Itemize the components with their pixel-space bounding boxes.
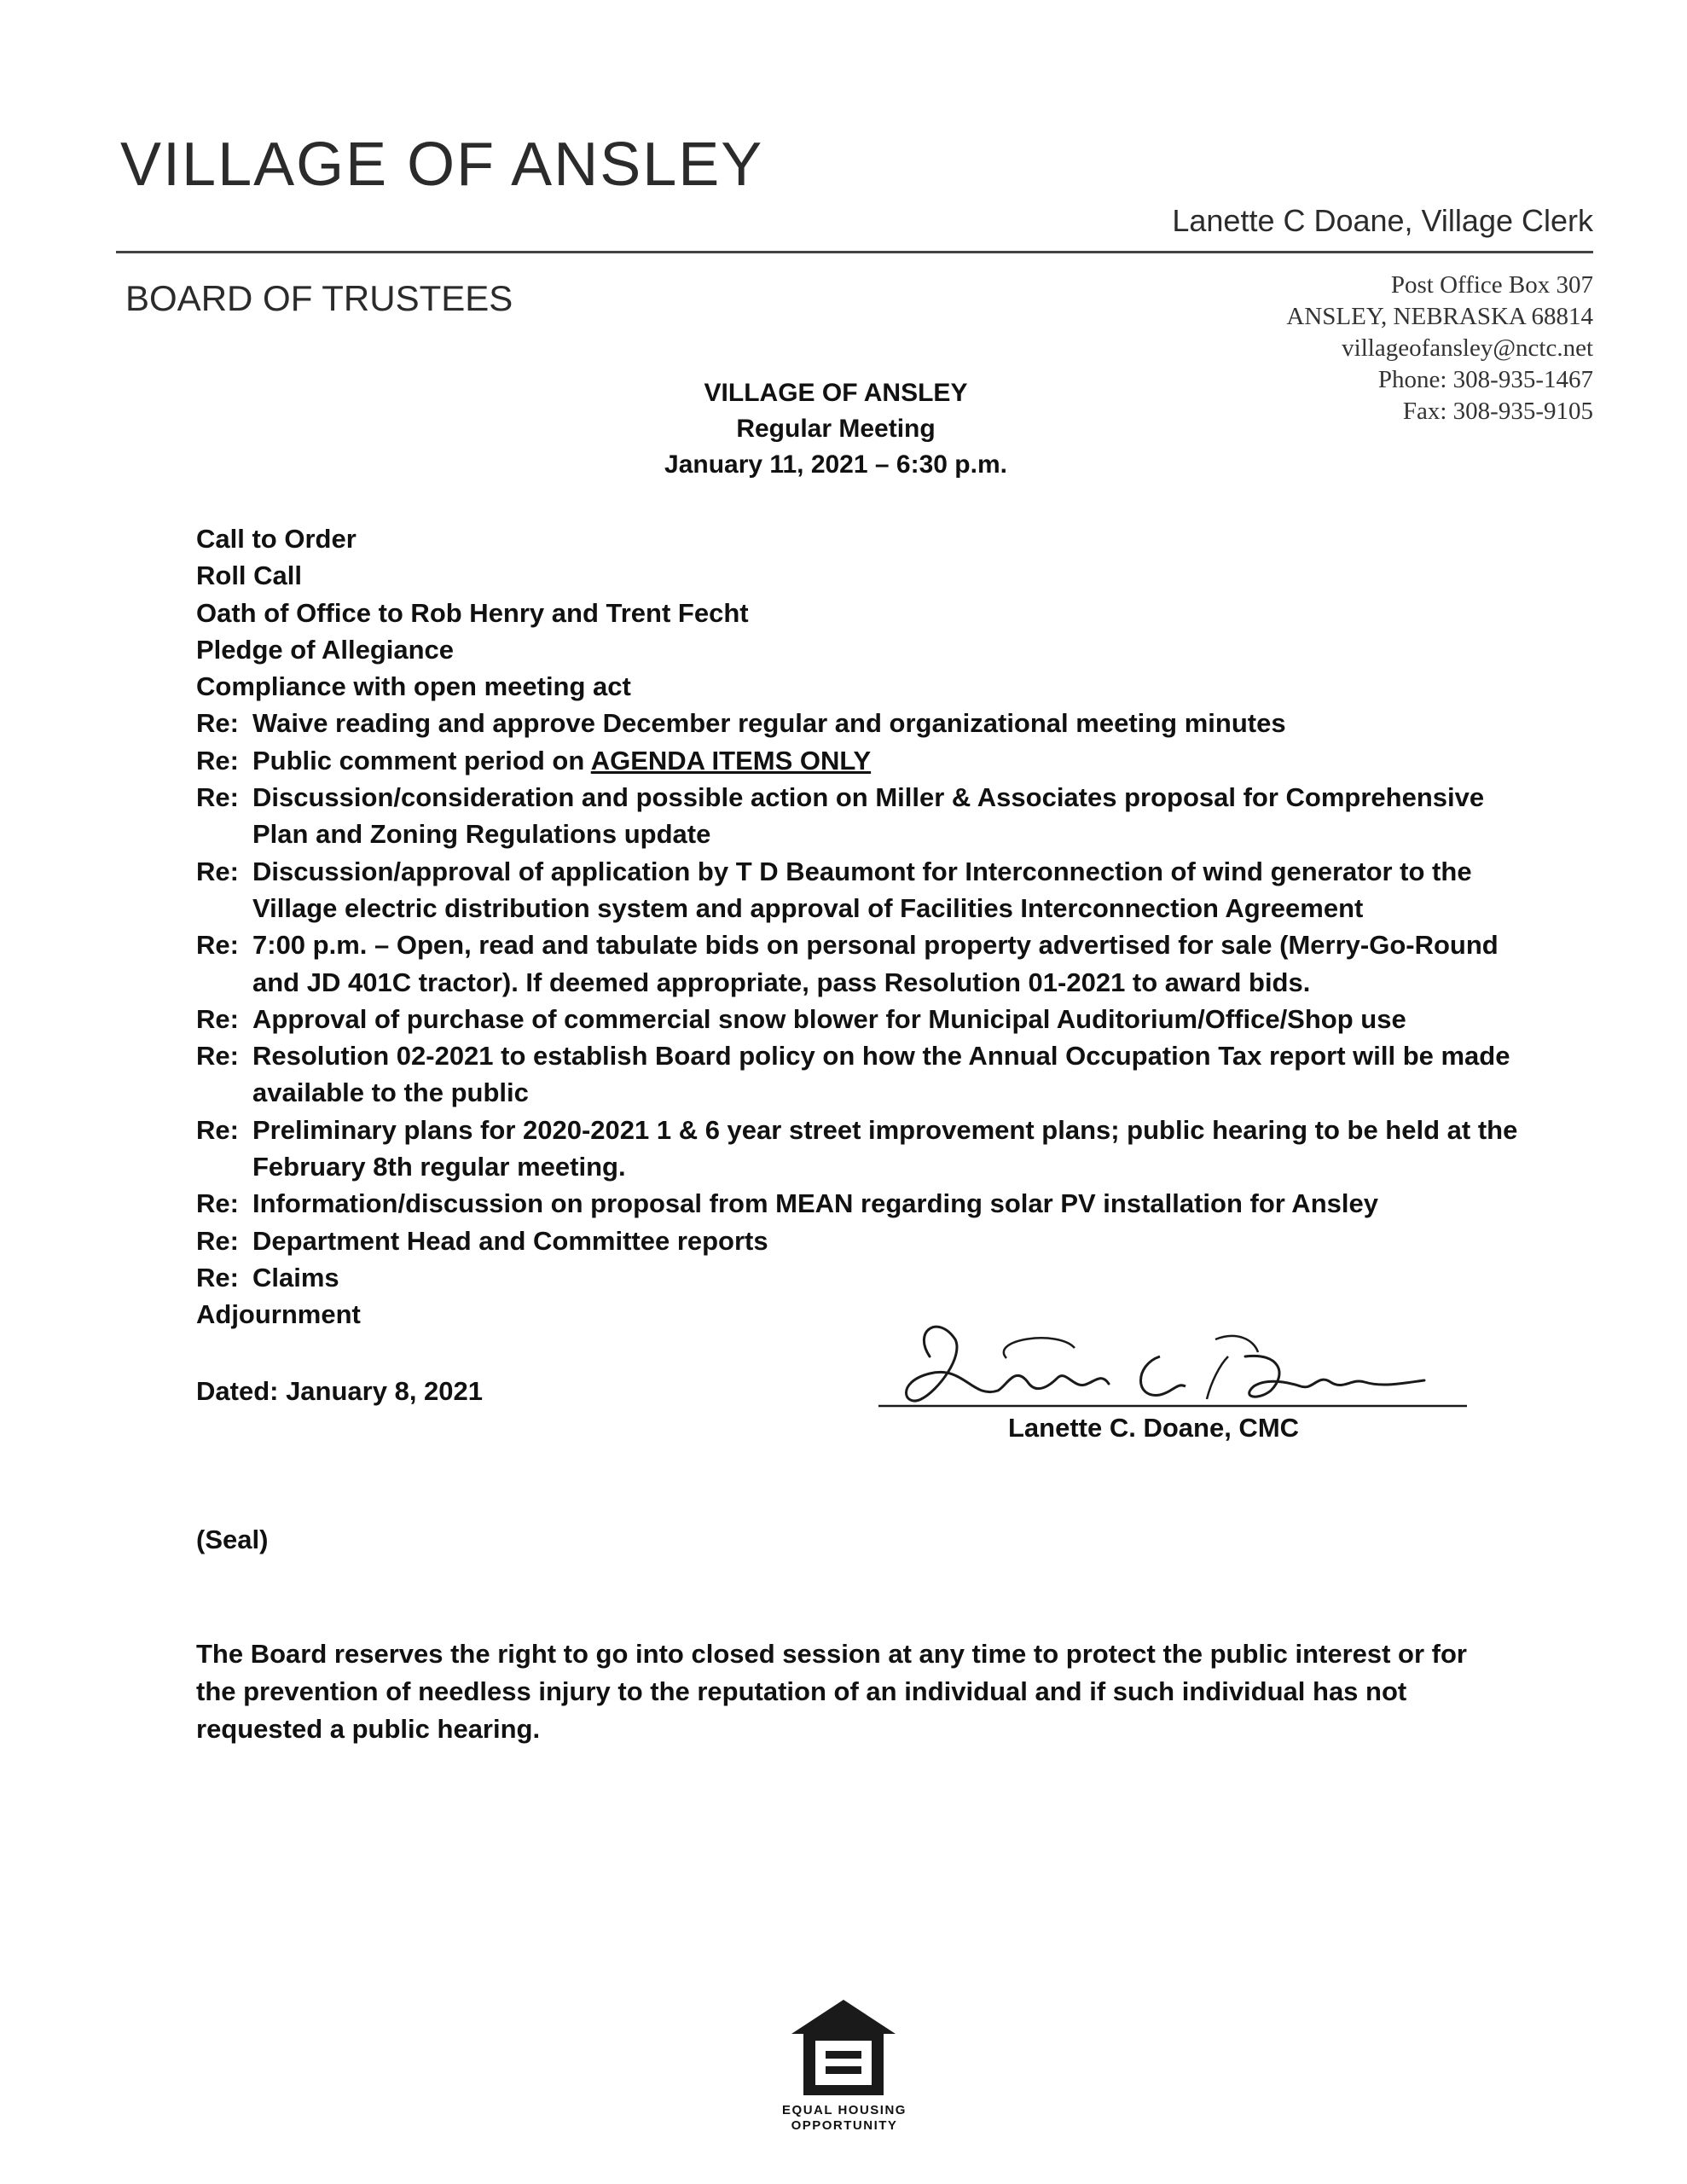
agenda-item [196, 557, 1527, 594]
agenda-text: 7:00 p.m. – Open, read and tabulate bids on personal property advertised for sale (Merry-Go-Round and JD 401C tractor). If deemed appropriate, pass Resolution 01-2021 to award bids. [252, 930, 1499, 997]
dated-line: Dated: January 8, 2021 [196, 1376, 484, 1406]
agenda-text: Resolution 02-2021 to establish Board policy on how the Annual Occupation Tax report will be made available to the public [252, 1041, 1510, 1108]
header-divider [116, 251, 1593, 253]
agenda-text: Discussion/consideration and possible action on Miller & Associates proposal for Comprehensive Plan and Zoning Regulations update [252, 782, 1485, 850]
re-prefix: Re: [196, 930, 239, 961]
agenda-text: Oath of Office to Rob Henry and Trent Fecht [196, 597, 749, 628]
eho-line-2: OPPORTUNITY [791, 2118, 898, 2133]
meeting-type: Regular Meeting [736, 415, 936, 443]
agenda-text: Discussion/approval of application by T D Beaumont for Interconnection of wind generator to the Village electric distribution system and approval of Facilities Interconnection Agreement [252, 856, 1472, 923]
re-prefix: Re: [196, 856, 239, 886]
agenda-item [196, 1112, 1527, 1186]
agenda-item [196, 926, 1527, 1001]
agenda-text-lead: Public comment period on [252, 745, 591, 775]
agenda-text: Waive reading and approve December regular and organizational meeting minutes [252, 708, 1286, 739]
re-prefix: Re: [196, 1225, 239, 1256]
city-state-zip: ANSLEY, NEBRASKA 68814 [1286, 303, 1593, 330]
signer-name: Lanette C. Doane, CMC [1008, 1413, 1300, 1443]
agenda-item [196, 668, 1527, 705]
address-block [1286, 270, 1593, 427]
re-prefix: Re: [196, 708, 239, 739]
agenda-item [196, 595, 1527, 631]
agenda-item [196, 742, 1527, 779]
seal-label: (Seal) [196, 1525, 269, 1554]
agenda-item [196, 1037, 1527, 1112]
village-clerk-name: Lanette C Doane, Village Clerk [1172, 203, 1593, 238]
meeting-title: VILLAGE OF ANSLEY [704, 379, 968, 407]
eho-line-1: EQUAL HOUSING [782, 2103, 907, 2117]
board-of-trustees-label: BOARD OF TRUSTEES [125, 278, 513, 318]
re-prefix: Re: [196, 745, 239, 775]
agenda-text: Department Head and Committee reports [252, 1225, 768, 1256]
re-prefix: Re: [196, 782, 239, 813]
agenda-item [196, 1001, 1527, 1037]
re-prefix: Re: [196, 1003, 239, 1034]
agenda-text [252, 742, 871, 779]
agenda-text: Claims [252, 1262, 339, 1292]
agenda-list [196, 520, 1527, 1333]
agenda-text: Roll Call [196, 561, 303, 591]
re-prefix: Re: [196, 1114, 239, 1145]
re-prefix: Re: [196, 1188, 239, 1219]
agenda-text: Call to Order [196, 524, 357, 554]
equal-housing-text [768, 2103, 921, 2134]
agenda-item [196, 1259, 1527, 1296]
village-title: VILLAGE OF ANSLEY [120, 131, 764, 199]
agenda-text: Information/discussion on proposal from MEAN regarding solar PV installation for Ansley [252, 1188, 1378, 1219]
meeting-date-time: January 11, 2021 – 6:30 p.m. [664, 450, 1007, 479]
agenda-text: Preliminary plans for 2020-2021 1 & 6 year street improvement plans; public hearing to be held at the February 8th regular meeting. [252, 1114, 1518, 1182]
agenda-item [196, 853, 1527, 927]
fax-number: Fax: 308-935-9105 [1402, 398, 1593, 425]
equal-housing-opportunity-icon [788, 1996, 899, 2099]
email-address: villageofansley@nctc.net [1342, 334, 1593, 362]
po-box: Post Office Box 307 [1390, 271, 1593, 299]
agenda-text: Compliance with open meeting act [196, 671, 631, 702]
meeting-heading [597, 375, 1075, 483]
re-prefix: Re: [196, 1041, 239, 1072]
agenda-item [196, 779, 1527, 853]
agenda-text: Approval of purchase of commercial snow blower for Municipal Auditorium/Office/Shop use [252, 1003, 1406, 1034]
agenda-item [196, 705, 1527, 741]
agenda-text: Pledge of Allegiance [196, 634, 455, 665]
closed-session-notice: The Board reserves the right to go into closed session at any time to protect the public interest or for the prevention of needless injury to the reputation of an individual and if such individual has not requested a public hearing. [196, 1639, 1467, 1744]
agenda-items-only-emphasis: AGENDA ITEMS ONLY [590, 745, 872, 775]
agenda-item [196, 520, 1527, 557]
re-prefix: Re: [196, 1262, 239, 1292]
agenda-text: Adjournment [196, 1299, 361, 1330]
agenda-item [196, 1223, 1527, 1259]
agenda-item [196, 1185, 1527, 1222]
phone-number: Phone: 308-935-1467 [1377, 366, 1593, 393]
agenda-item [196, 631, 1527, 668]
